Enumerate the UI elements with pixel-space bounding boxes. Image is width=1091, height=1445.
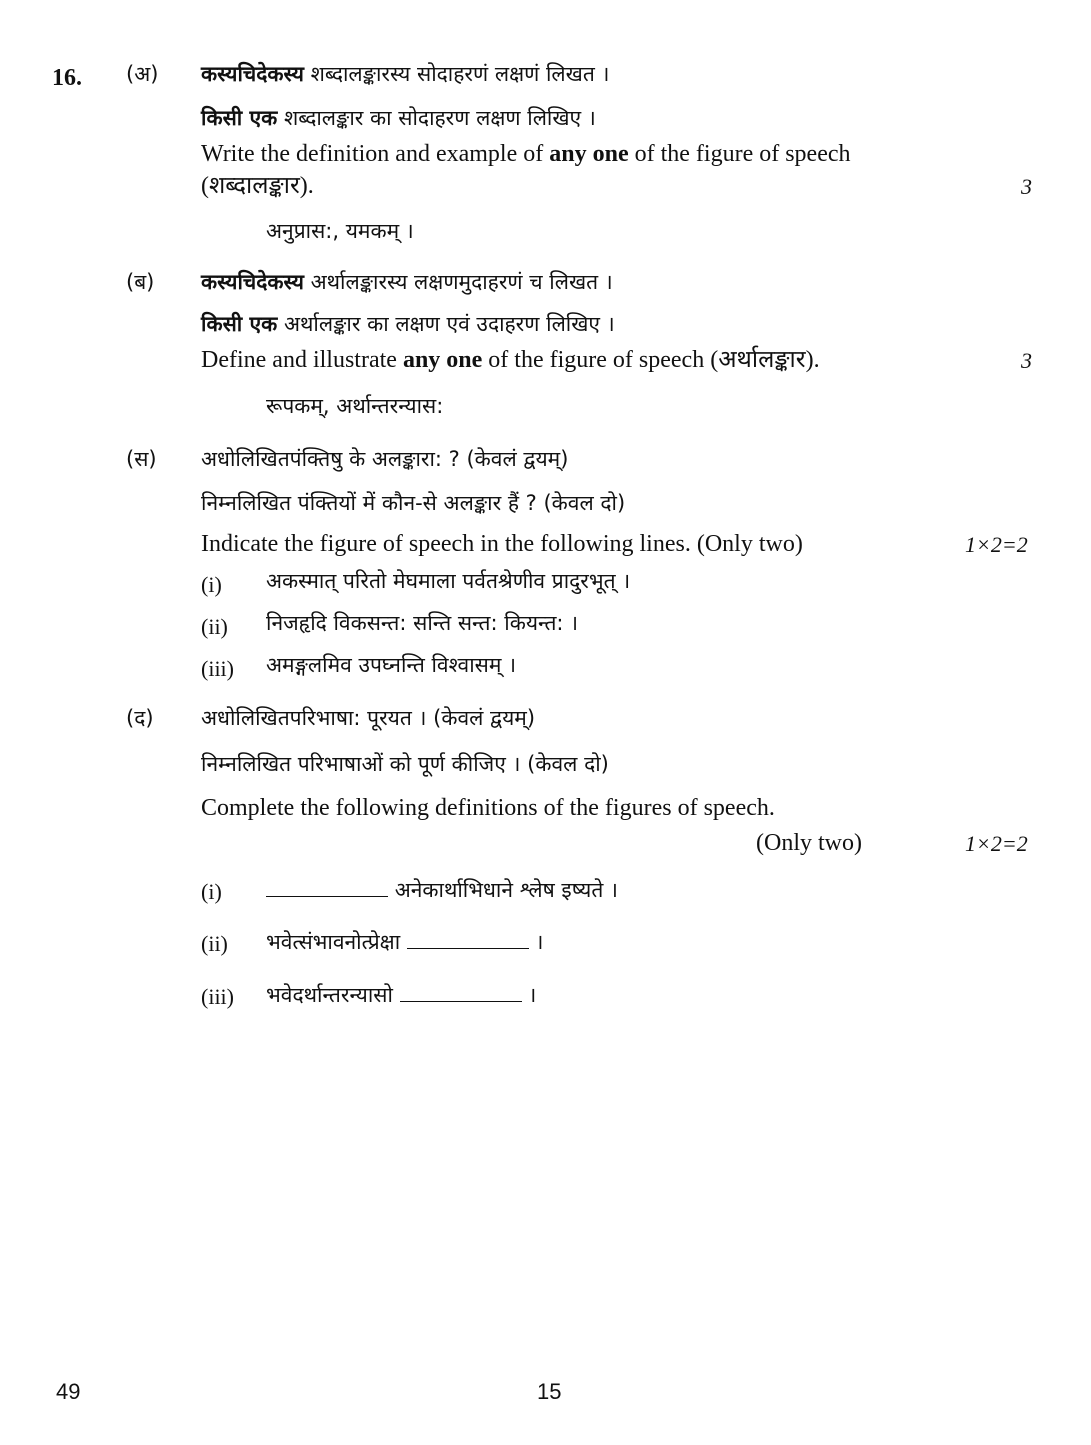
part-d-english: Complete the following definitions of the figures of speech. <box>201 795 775 821</box>
part-a-label: (अ) <box>126 62 159 86</box>
part-a-sanskrit-rest: शब्दालङ्कारस्य सोदाहरणं लक्षणं लिखत । <box>303 62 610 86</box>
part-d-item-2-text: भवेत्संभावनोत्प्रेक्षा <box>266 930 401 954</box>
part-b-options: रूपकम्, अर्थान्तरन्यास: <box>266 394 444 418</box>
part-b-english-post: of the figure of speech (अर्थालङ्कार). <box>482 347 820 373</box>
part-d-sanskrit: अधोलिखितपरिभाषा: पूरयत । (केवलं द्वयम्) <box>201 706 536 730</box>
fill-blank-1 <box>266 878 388 897</box>
part-b-hindi-bold: किसी एक <box>201 312 278 336</box>
part-c-label: (स) <box>126 447 157 471</box>
part-c-marks: 1×2=2 <box>965 532 1028 557</box>
part-d-item-2-num: (ii) <box>201 931 228 956</box>
part-d-item-3-num: (iii) <box>201 984 234 1009</box>
part-d-item-1-num: (i) <box>201 879 222 904</box>
part-b-english-pre: Define and illustrate <box>201 347 403 373</box>
part-c-item-1-text: अकस्मात् परितो मेघमाला पर्वतश्रेणीव प्रादुरभूत् । <box>266 569 631 593</box>
part-a-english-bold: any one <box>549 141 629 167</box>
part-b-english-bold: any one <box>402 347 483 373</box>
part-d-marks: 1×2=2 <box>965 831 1028 856</box>
part-c-sanskrit: अधोलिखितपंक्तिषु के अलङ्कारा: ? (केवलं द्वयम्) <box>201 447 569 471</box>
part-d-item-2-end: । <box>535 930 544 954</box>
part-b-english <box>201 348 820 372</box>
fill-blank-2 <box>407 930 529 949</box>
page-number: 15 <box>537 1379 562 1404</box>
part-b-marks: 3 <box>1021 348 1032 373</box>
part-c-item-2-num: (ii) <box>201 614 228 639</box>
part-a-english <box>201 142 851 166</box>
part-d-item-2 <box>266 930 544 953</box>
part-d-item-1-text: अनेकार्थाभिधाने श्लेष इष्यते । <box>394 878 618 902</box>
part-c-hindi: निम्नलिखित पंक्तियों में कौन-से अलङ्कार हैं ? (केवल दो) <box>201 491 626 515</box>
part-a-marks: 3 <box>1021 174 1032 199</box>
part-b-sanskrit-rest: अर्थालङ्कारस्य लक्षणमुदाहरणं च लिखत । <box>303 270 613 294</box>
part-b-hindi-rest: अर्थालङ्कार का लक्षण एवं उदाहरण लिखिए । <box>277 312 615 336</box>
part-b-sanskrit <box>201 272 613 293</box>
part-a-sanskrit <box>201 64 609 85</box>
part-b-label: (ब) <box>126 270 155 294</box>
part-c-item-3-text: अमङ्गलमिव उपघ्नन्ति विश्वासम् । <box>266 653 517 677</box>
part-d-item-3-text: भवेदर्थान्तरन्यासो <box>266 983 393 1007</box>
part-a-english-pre: Write the definition and example of <box>201 141 550 167</box>
part-a-options: अनुप्रास:, यमकम् । <box>266 219 414 243</box>
footer-code: 49 <box>56 1379 81 1404</box>
part-d-item-3-end: । <box>528 983 537 1007</box>
part-a-hindi-bold: किसी एक <box>201 106 278 130</box>
part-b-hindi <box>201 314 615 335</box>
part-a-hindi <box>201 108 596 129</box>
part-a-english-line2: (शब्दालङ्कार). <box>201 173 314 199</box>
part-a-hindi-rest: शब्दालङ्कार का सोदाहरण लक्षण लिखिए । <box>277 106 596 130</box>
part-d-label: (द) <box>126 706 154 730</box>
fill-blank-3 <box>400 983 522 1002</box>
part-d-hindi: निम्नलिखित परिभाषाओं को पूर्ण कीजिए । (केवल दो) <box>201 752 609 776</box>
part-b-sanskrit-bold: कस्यचिदेकस्य <box>201 270 304 294</box>
part-d-item-3 <box>266 983 536 1006</box>
part-c-item-3-num: (iii) <box>201 656 234 681</box>
part-a-sanskrit-bold: कस्यचिदेकस्य <box>201 62 304 86</box>
part-c-english: Indicate the figure of speech in the following lines. (Only two) <box>201 531 803 557</box>
part-a-english-post: of the figure of speech <box>628 141 851 167</box>
part-d-only-two: (Only two) <box>756 830 862 856</box>
part-d-item-1 <box>266 878 618 901</box>
part-c-item-1-num: (i) <box>201 572 222 597</box>
part-c-item-2-text: निजहृदि विकसन्त: सन्ति सन्त: कियन्त: । <box>266 611 579 635</box>
question-number: 16. <box>52 65 82 91</box>
